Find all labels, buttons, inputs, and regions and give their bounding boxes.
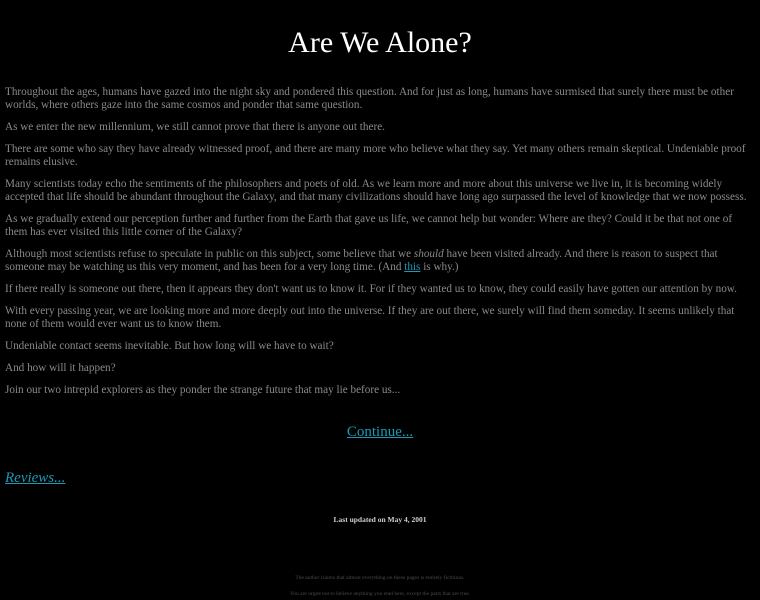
paragraph-8: With every passing year, we are looking more and more deeply out into the universe. If they are out there, we surely will find them someday. It seems unlikely that none of them would ever want us to know them. (5, 305, 735, 330)
paragraph-3: There are some who say they have already witnessed proof, and there are many more who believe what they say. Yet many others remain skeptical. Undeniable proof remains elusive. (5, 143, 746, 168)
disclaimer-line-2: You are urged not to believe anything you read here, except the parts that are true. (289, 591, 471, 597)
paragraph-6-text-b: have been visited already. And there is reason to suspect that someone may be watching us this very moment, and has been for a very long time. (And (5, 248, 718, 273)
this-link[interactable]: this (404, 261, 421, 273)
paragraph-11: Join our two intrepid explorers as they ponder the strange future that may lie before us... (5, 384, 401, 396)
reviews-container (5, 469, 65, 487)
continue-container (0, 423, 760, 441)
paragraph-9: Undeniable contact seems inevitable. But how long will we have to wait? (5, 340, 334, 352)
paragraph-6-text-c: is why.) (420, 261, 459, 273)
reviews-link[interactable]: Reviews... (5, 470, 66, 486)
paragraph-6 (5, 248, 751, 274)
paragraph-7: If there really is someone out there, then it appears they don't want us to know it. For if they wanted us to know, they could easily have gotten our attention by now. (5, 283, 737, 295)
paragraph-4: Many scientists today echo the sentiments of the philosophers and poets of old. As we learn more and more about this universe we live in, it is becoming widely accepted that life should be abundant throughout the Galaxy, and that many civilizations should have long ago surpassed the level of knowledge that we now possess. (5, 178, 747, 203)
paragraph-1: Throughout the ages, humans have gazed into the night sky and pondered this question. And for just as long, humans have surmised that surely there must be other worlds, where others gaze into the same cosmos and ponder that same question. (5, 86, 734, 111)
paragraph-2: As we enter the new millennium, we still cannot prove that there is anyone out there. (5, 121, 385, 133)
article-body (5, 86, 751, 406)
paragraph-6-emphasis: should (413, 248, 444, 260)
paragraph-10: And how will it happen? (5, 362, 116, 374)
disclaimer-line-1: The author claims that almost everything on these pages is entirely fictitious. (295, 575, 465, 581)
continue-link[interactable]: Continue... (346, 424, 414, 440)
last-updated: Last updated on May 4, 2001 (333, 515, 427, 524)
page-title: Are We Alone? (288, 26, 472, 59)
paragraph-6-text-a: Although most scientists refuse to speculate in public on this subject, some believe that we (5, 248, 414, 260)
paragraph-5: As we gradually extend our perception further and further from the Earth that gave us life, we cannot help but wonder: Where are they? Could it be that not one of them has ever visited this little corner of the Galaxy? (5, 213, 733, 238)
